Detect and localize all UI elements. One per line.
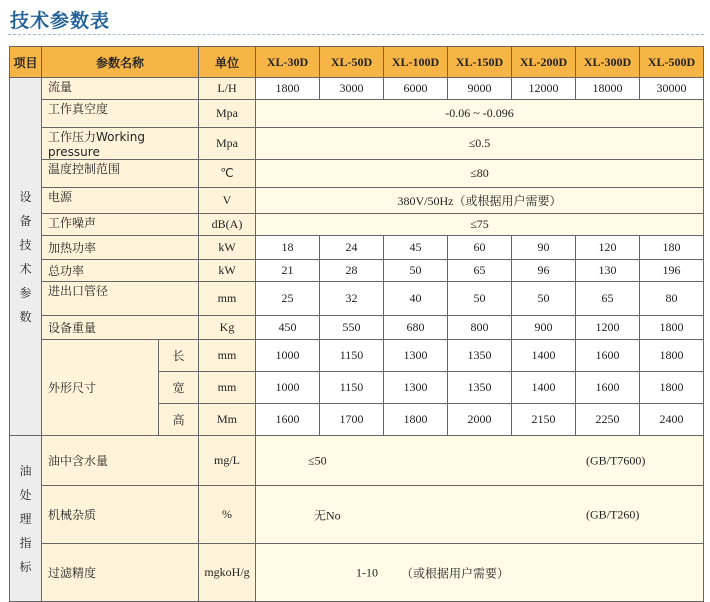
cell-value: 50 xyxy=(512,282,576,316)
cell-value: 3000 xyxy=(320,78,384,100)
sub-label: 宽 xyxy=(159,372,199,404)
cell-value: 180 xyxy=(640,236,704,260)
cell-value: 45 xyxy=(384,236,448,260)
cell-value: 65 xyxy=(448,260,512,282)
title-divider xyxy=(8,34,704,35)
param-name: 流量 xyxy=(42,78,199,100)
oil-value-cell xyxy=(256,486,704,544)
param-name: 外形尺寸 xyxy=(42,340,159,436)
param-unit: mg/L xyxy=(199,436,256,486)
cell-value: 40 xyxy=(384,282,448,316)
param-unit: kW xyxy=(199,260,256,282)
param-name: 过滤精度 xyxy=(42,544,199,602)
cell-value: 50 xyxy=(384,260,448,282)
cell-value: 1400 xyxy=(512,372,576,404)
cell-value: 6000 xyxy=(384,78,448,100)
header-model: XL-100D xyxy=(384,47,448,78)
cell-value: 1350 xyxy=(448,340,512,372)
group-equipment-params: 设 备 技 术 参 数 xyxy=(10,78,42,436)
cell-value: 96 xyxy=(512,260,576,282)
param-unit: mm xyxy=(199,372,256,404)
group-oil-indicators: 油 处 理 指 标 xyxy=(10,436,42,602)
cell-value: 2250 xyxy=(576,404,640,436)
cell-value: 550 xyxy=(320,316,384,340)
param-unit: mm xyxy=(199,282,256,316)
param-name: 工作压力Working pressure xyxy=(42,128,199,160)
cell-value: 2150 xyxy=(512,404,576,436)
cell-value: 1200 xyxy=(576,316,640,340)
param-name: 油中含水量 xyxy=(42,436,199,486)
cell-value: 1700 xyxy=(320,404,384,436)
table-row xyxy=(10,260,704,282)
cell-value: 1800 xyxy=(640,316,704,340)
table-row xyxy=(10,236,704,260)
cell-value: 2400 xyxy=(640,404,704,436)
cell-value: 1800 xyxy=(640,372,704,404)
cell-value: ≤0.5 xyxy=(256,128,704,160)
header-param: 参数名称 xyxy=(42,47,199,78)
param-name: 总功率 xyxy=(42,260,199,282)
table-row xyxy=(10,486,704,544)
cell-value: 800 xyxy=(448,316,512,340)
cell-value: 2000 xyxy=(448,404,512,436)
param-unit: Mpa xyxy=(199,100,256,128)
cell-value: 21 xyxy=(256,260,320,282)
cell-value: 18 xyxy=(256,236,320,260)
param-unit: % xyxy=(199,486,256,544)
param-unit: Kg xyxy=(199,316,256,340)
standard-ref: (GB/T260) xyxy=(586,507,640,521)
param-name: 加热功率 xyxy=(42,236,199,260)
cell-value: 50 xyxy=(448,282,512,316)
cell-value: ≤80 xyxy=(256,160,704,188)
cell-value: 1000 xyxy=(256,372,320,404)
param-unit: Mm xyxy=(199,404,256,436)
oil-value-cell xyxy=(256,436,704,486)
header-model: XL-200D xyxy=(512,47,576,78)
param-name: 电源 xyxy=(42,188,199,214)
cell-value: 1300 xyxy=(384,372,448,404)
cell-value: 680 xyxy=(384,316,448,340)
table-row xyxy=(10,100,704,128)
spec-table xyxy=(9,46,704,602)
cell-value: 28 xyxy=(320,260,384,282)
cell-value: 90 xyxy=(512,236,576,260)
cell-value: 25 xyxy=(256,282,320,316)
cell-value: ≤75 xyxy=(256,214,704,236)
sub-label: 高 xyxy=(159,404,199,436)
cell-value: 1600 xyxy=(256,404,320,436)
cell-value: 12000 xyxy=(512,78,576,100)
cell-value: 120 xyxy=(576,236,640,260)
table-row xyxy=(10,316,704,340)
note: （或根据用户需要） xyxy=(401,566,510,580)
table-row xyxy=(10,214,704,236)
cell-value: 380V/50Hz（或根据用户需要） xyxy=(256,188,704,214)
param-unit: ℃ xyxy=(199,160,256,188)
header-item: 项目 xyxy=(10,47,42,78)
cell-value: 9000 xyxy=(448,78,512,100)
cell-value: 1600 xyxy=(576,340,640,372)
param-unit: mm xyxy=(199,340,256,372)
cell-value: 24 xyxy=(320,236,384,260)
param-name: 进出口管径 xyxy=(42,282,199,316)
cell-value: 1300 xyxy=(384,340,448,372)
cell-value: 65 xyxy=(576,282,640,316)
header-unit: 单位 xyxy=(199,47,256,78)
cell-value: 1000 xyxy=(256,340,320,372)
standard-ref: (GB/T7600) xyxy=(586,453,646,467)
cell-value: ≤50 xyxy=(308,453,327,467)
header-model: XL-300D xyxy=(576,47,640,78)
cell-value: 1800 xyxy=(640,340,704,372)
param-name: 机械杂质 xyxy=(42,486,199,544)
cell-value: 1400 xyxy=(512,340,576,372)
param-unit: kW xyxy=(199,236,256,260)
page-title: 技术参数表 xyxy=(10,10,111,32)
table-row xyxy=(10,78,704,100)
param-unit: mgkoH/g xyxy=(199,544,256,602)
cell-value: 60 xyxy=(448,236,512,260)
cell-value: 130 xyxy=(576,260,640,282)
param-unit: dB(A) xyxy=(199,214,256,236)
cell-value: 1150 xyxy=(320,372,384,404)
cell-value: 1350 xyxy=(448,372,512,404)
table-row xyxy=(10,436,704,486)
cell-value: 无No xyxy=(314,508,341,522)
param-name: 设备重量 xyxy=(42,316,199,340)
cell-value: 450 xyxy=(256,316,320,340)
cell-value: 30000 xyxy=(640,78,704,100)
cell-value: 196 xyxy=(640,260,704,282)
table-row xyxy=(10,160,704,188)
table-row xyxy=(10,340,704,372)
header-model: XL-500D xyxy=(640,47,704,78)
param-unit: Mpa xyxy=(199,128,256,160)
cell-value: 1800 xyxy=(256,78,320,100)
header-model: XL-150D xyxy=(448,47,512,78)
header-model: XL-30D xyxy=(256,47,320,78)
cell-value: -0.06 ~ -0.096 xyxy=(256,100,704,128)
param-name: 工作真空度 xyxy=(42,100,199,128)
cell-value: 80 xyxy=(640,282,704,316)
header-model: XL-50D xyxy=(320,47,384,78)
cell-value: 1600 xyxy=(576,372,640,404)
cell-value: 1800 xyxy=(384,404,448,436)
table-row xyxy=(10,282,704,316)
param-name: 工作噪声 xyxy=(42,214,199,236)
table-row xyxy=(10,188,704,214)
param-name: 温度控制范围 xyxy=(42,160,199,188)
table-header xyxy=(10,47,704,78)
cell-value: 1-10 xyxy=(356,565,379,579)
sub-label: 长 xyxy=(159,340,199,372)
oil-value-cell xyxy=(256,544,704,602)
table-row xyxy=(10,128,704,160)
param-unit: L/H xyxy=(199,78,256,100)
table-row xyxy=(10,544,704,602)
cell-value: 18000 xyxy=(576,78,640,100)
cell-value: 32 xyxy=(320,282,384,316)
param-unit: V xyxy=(199,188,256,214)
cell-value: 900 xyxy=(512,316,576,340)
cell-value: 1150 xyxy=(320,340,384,372)
